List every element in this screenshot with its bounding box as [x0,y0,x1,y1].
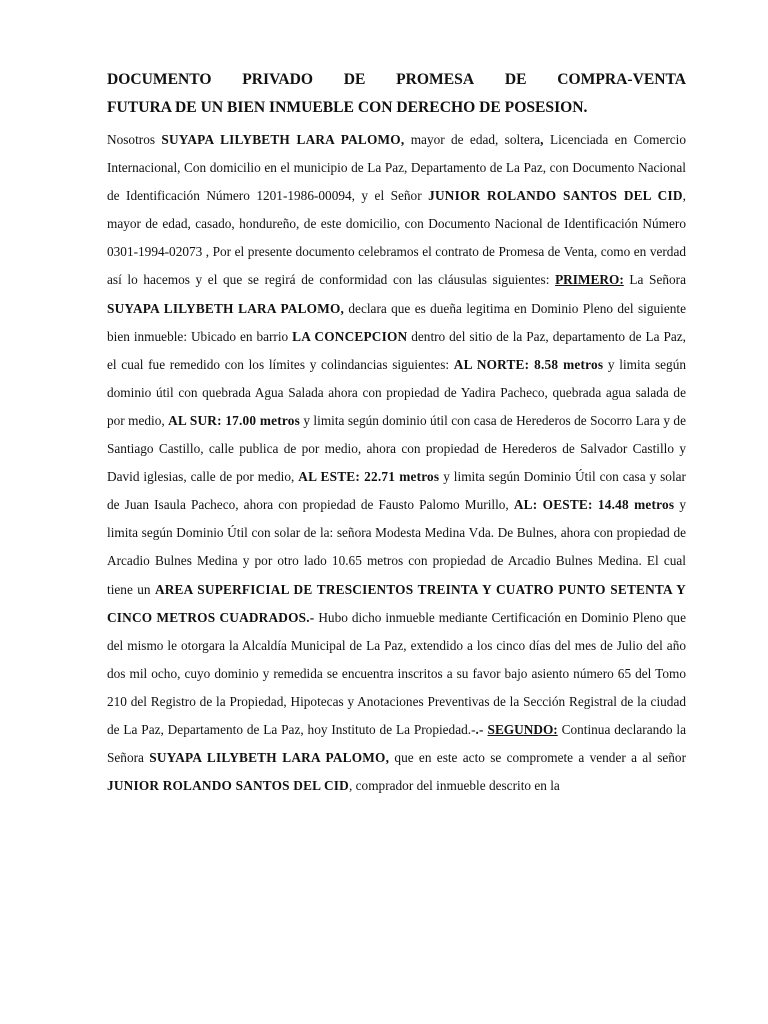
buyer-name: JUNIOR ROLANDO SANTOS DEL CID [428,188,683,204]
body-text: y limita según dominio útil con casa de Herederos de Socorro Lara y de Santiago Castillo, calle publica de por medio, ahora con propiedad de Herederos de Salvador Castillo y David iglesias, calle de por medio, [107,412,686,485]
body-text-bold: .- [475,721,484,737]
title-word: DOCUMENTO [107,71,212,88]
boundary-west: AL: OESTE: 14.48 metros [513,497,675,513]
title-line-2: FUTURA DE UN BIEN INMUEBLE CON DERECHO DE POSESION. [107,99,588,116]
title-word: COMPRA-VENTA [557,71,686,88]
body-text: Hubo dicho inmueble mediante Certificación en Dominio Pleno que del mismo le otorgara la Alcaldía Municipal de La Paz, extendido a los cinco días del mes de Julio del año dos mil ocho, cuyo dominio y remedida se encuentra inscritos a su favor bajo asiento número 65 del Tomo 210 del Registro de la Propiedad, Hipotecas y Anotaciones Preventivas de la Sección Registral de la ciudad de La Paz, Departamento de La Paz, hoy Instituto de La Propiedad.- [107,609,686,737]
document-title [107,66,686,122]
seller-name: SUYAPA LILYBETH LARA PALOMO, [107,300,345,316]
boundary-east: AL ESTE: 22.71 metros [298,469,440,485]
body-text: Nosotros [107,132,162,147]
surface-area: AREA SUPERFICIAL DE TRESCIENTOS TREINTA Y CUATRO PUNTO SETENTA Y CINCO METROS CUADRADOS.- [107,581,686,625]
body-text: y limita según Dominio Útil con solar de la: señora Modesta Medina Vda. De Bulnes, ahora con propiedad de Arcadio Bulnes Medina y por otro lado 10.65 metros con propiedad de Arcadio Bulnes Medina. El cual tiene un [107,497,686,597]
body-text: y limita según Dominio Útil con casa y solar de Juan Isaula Pacheco, ahora con propiedad de Fausto Palomo Murillo, [107,469,686,513]
body-text: La Señora [623,272,686,288]
clause-primero-heading: PRIMERO: [555,272,624,288]
contract-body [107,126,686,800]
body-text: Continua declarando la Señora [107,721,686,766]
clause-segundo-heading: SEGUNDO: [487,721,558,737]
body-text: dentro del sitio de la Paz, departamento de La Paz, el cual fue remedido con los límites y colindancias siguientes: [107,328,686,372]
title-word: DE [504,71,527,88]
seller-name: SUYAPA LILYBETH LARA PALOMO, [161,132,405,147]
body-text: , comprador del inmueble descrito en la [349,778,560,794]
title-word: DE [343,71,366,88]
title-word: PROMESA [396,71,475,88]
body-text: declara que es dueña legitima en Dominio Pleno del siguiente bien inmueble: Ubicado en barrio [107,300,686,344]
seller-name: SUYAPA LILYBETH LARA PALOMO, [149,750,390,766]
boundary-south: AL SUR: 17.00 metros [168,412,300,428]
buyer-name: JUNIOR ROLANDO SANTOS DEL CID [107,778,349,794]
body-text-bold: , [540,132,544,147]
body-text: y limita según dominio útil con quebrada Agua Salada ahora con propiedad de Yadira Pacheco, quebrada agua salada de por medio, [107,356,686,428]
body-text: mayor de edad, soltera [404,132,541,147]
document-page [107,66,686,800]
title-word: PRIVADO [242,71,314,88]
title-line-1 [107,66,686,94]
body-text: , mayor de edad, casado, hondureño, de este domicilio, con Documento Nacional de Identificación Número 0301-1994-02073 , Por el presente documento celebramos el contrato de Promesa de Venta, como en verdad así lo hacemos y el que se regirá de conformidad con las cláusulas siguientes: [107,188,686,288]
body-text: Licenciada en Comercio Internacional, Con domicilio en el municipio de La Paz, Departamento de La Paz, con Documento Nacional de Identificación Número 1201-1986-00094, y el Señor [107,132,687,204]
neighborhood-name: LA CONCEPCION [292,328,408,344]
body-text: que en este acto se compromete a vender a al señor [389,750,686,766]
boundary-north: AL NORTE: 8.58 metros [453,356,604,372]
